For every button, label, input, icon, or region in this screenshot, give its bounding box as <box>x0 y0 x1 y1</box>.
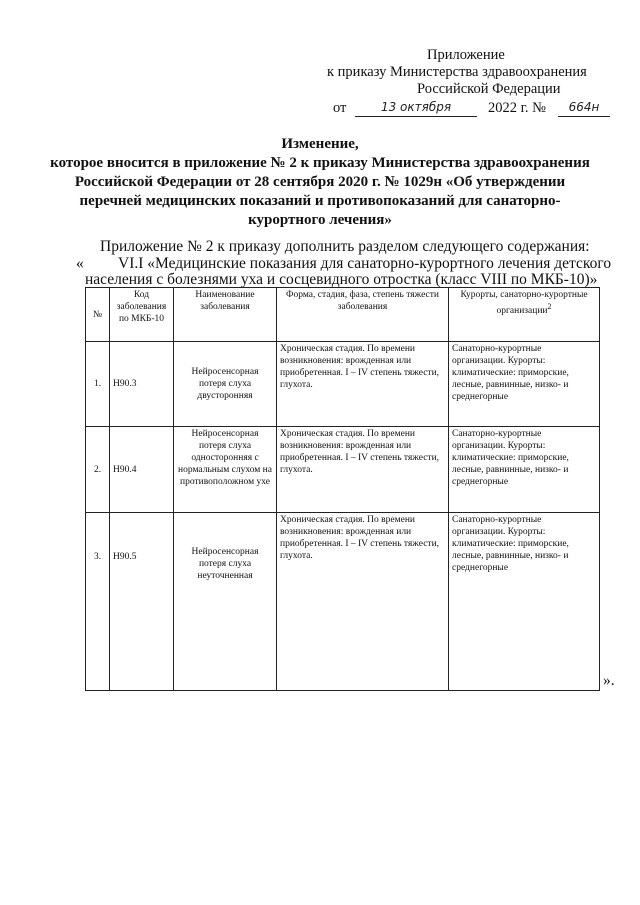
row-form: Хроническая стадия. По времени возникновения: врожденная или приобретенная. I – IV степень тяжести, глухота. <box>277 513 449 691</box>
header-form: Форма, стадия, фаза, степень тяжести заболевания <box>277 288 449 342</box>
header-federation-line: Российской Федерации <box>417 81 561 97</box>
row-resorts: Санаторно-курортные организации. Курорты: климатические: приморские, лесные, равнинные, низко- и среднегорные <box>449 427 600 513</box>
section-heading-line-1: VI.I «Медицинские показания для санаторно-курортного лечения детского <box>118 255 612 272</box>
row-form: Хроническая стадия. По времени возникновения: врожденная или приобретенная. I – IV степень тяжести, глухота. <box>277 342 449 427</box>
row-disease-name: Нейросенсорная потеря слуха односторонняя с нормальным слухом на противоположном ухе <box>174 427 277 513</box>
row-resorts: Санаторно-курортные организации. Курорты: климатические: приморские, лесные, равнинные, низко- и среднегорные <box>449 342 600 427</box>
header-date-handwritten: 13 октября <box>355 99 477 117</box>
title-line-4: перечней медицинских показаний и противопоказаний для санаторно- <box>79 193 561 209</box>
indications-table <box>85 287 600 691</box>
header-number-handwritten: 664н <box>558 99 610 117</box>
row-num: 3. <box>86 513 110 691</box>
intro-paragraph: Приложение № 2 к приказу дополнить разделом следующего содержания: <box>100 238 590 255</box>
row-disease-name: Нейросенсорная потеря слуха неуточненная <box>174 513 277 691</box>
header-code: Код заболевания по МКБ-10 <box>110 288 174 342</box>
row-code: H90.4 <box>110 427 174 513</box>
row-num: 1. <box>86 342 110 427</box>
header-appendix-label: Приложение <box>427 47 505 63</box>
header-resorts-text: Курорты, санаторно-курортные организации <box>460 290 588 317</box>
title-line-5: курортного лечения» <box>248 212 392 228</box>
quote-open: « <box>76 255 84 272</box>
row-num: 2. <box>86 427 110 513</box>
title-line-2: которое вносится в приложение № 2 к приказу Министерства здравоохранения <box>50 155 590 171</box>
header-from-prefix: от <box>333 100 347 116</box>
row-code: H90.5 <box>110 513 174 691</box>
row-code: H90.3 <box>110 342 174 427</box>
header-resorts-footnote: 2 <box>547 302 552 311</box>
table-row <box>86 427 600 513</box>
header-name: Наименование заболевания <box>174 288 277 342</box>
title-line-3: Российской Федерации от 28 сентября 2020 г. № 1029н «Об утверждении <box>74 174 566 190</box>
section-heading-line-2: населения с болезнями уха и сосцевидного отростка (класс VIII по МКБ-10)» <box>85 271 598 288</box>
table-row <box>86 342 600 427</box>
row-disease-name: Нейросенсорная потеря слуха двусторонняя <box>174 342 277 427</box>
quote-close: ». <box>603 672 615 689</box>
header-date-line <box>333 100 623 120</box>
header-resorts <box>449 288 600 342</box>
header-order-line: к приказу Министерства здравоохранения <box>327 64 587 80</box>
header-year-suffix: 2022 г. № <box>488 100 547 116</box>
title-line-1: Изменение, <box>281 136 359 152</box>
header-num: № <box>86 288 110 342</box>
table-row <box>86 513 600 691</box>
row-resorts: Санаторно-курортные организации. Курорты: климатические: приморские, лесные, равнинные, низко- и среднегорные <box>449 513 600 691</box>
row-form: Хроническая стадия. По времени возникновения: врожденная или приобретенная. I – IV степень тяжести, глухота. <box>277 427 449 513</box>
document-title <box>40 135 600 230</box>
table-header-row <box>86 288 600 342</box>
